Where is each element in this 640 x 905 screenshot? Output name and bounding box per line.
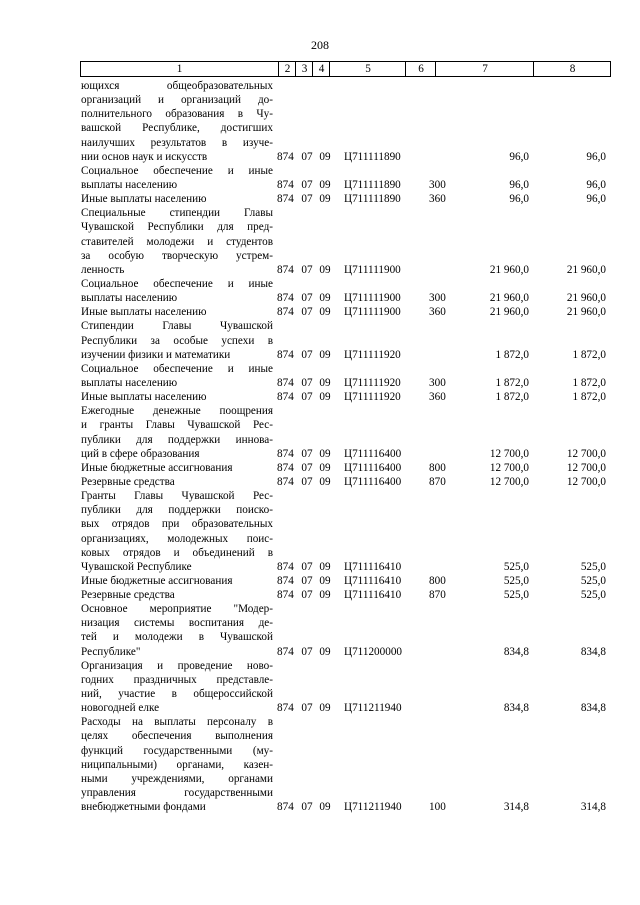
expense-type: 300 xyxy=(429,376,446,389)
target-article: Ц711111890 xyxy=(344,150,401,163)
ministry-code: 874 xyxy=(277,560,294,573)
row-description xyxy=(81,588,273,602)
subsection-code: 09 xyxy=(319,178,331,191)
ministry-code: 874 xyxy=(277,292,294,305)
description-line: Специальные стипендии Главы xyxy=(81,207,273,220)
table-row xyxy=(0,602,640,659)
subsection-code: 09 xyxy=(319,574,331,587)
description-line: Республике" xyxy=(81,645,141,658)
description-line: целях обеспечения выполнения xyxy=(81,730,273,743)
row-description xyxy=(81,79,273,164)
table-row xyxy=(0,79,640,164)
target-article: Ц711116400 xyxy=(344,475,402,488)
section-code: 07 xyxy=(301,263,313,276)
subsection-code: 09 xyxy=(319,589,331,602)
row-description xyxy=(81,206,273,277)
description-line: внебюджетными фондами xyxy=(81,801,206,814)
amount-year-1: 1 872,0 xyxy=(495,391,529,404)
amount-year-1: 1 872,0 xyxy=(495,348,529,361)
table-row xyxy=(0,206,640,277)
target-article: Ц711111900 xyxy=(344,306,401,319)
row-description xyxy=(81,475,273,489)
description-line: ций в сфере образования xyxy=(81,447,200,460)
amount-year-1: 834,8 xyxy=(503,645,529,658)
description-line: функций государственными (му- xyxy=(81,744,273,757)
table-row xyxy=(0,277,640,305)
subsection-code: 09 xyxy=(319,292,331,305)
description-line: Чувашской Республике xyxy=(81,560,192,573)
description-line: вашской Республике, достигших xyxy=(81,122,273,135)
description-line: Организация и проведение ново- xyxy=(81,659,273,672)
table-row xyxy=(0,489,640,574)
subsection-code: 09 xyxy=(319,376,331,389)
target-article: Ц711111920 xyxy=(344,391,401,404)
header-col-4: 4 xyxy=(312,62,330,76)
target-article: Ц711116400 xyxy=(344,447,402,460)
amount-year-2: 12 700,0 xyxy=(566,461,606,474)
expense-type: 360 xyxy=(429,391,446,404)
subsection-code: 09 xyxy=(319,348,331,361)
description-line: Иные бюджетные ассигнования xyxy=(81,574,233,587)
amount-year-2: 525,0 xyxy=(580,574,606,587)
description-line: Иные выплаты населению xyxy=(81,193,207,206)
target-article: Ц711111920 xyxy=(344,348,401,361)
section-code: 07 xyxy=(301,801,313,814)
description-line: ными учреждениями, органами xyxy=(81,772,273,785)
target-article: Ц711116410 xyxy=(344,560,402,573)
description-line: полнительного образования в Чу- xyxy=(81,108,273,121)
row-description xyxy=(81,390,273,404)
description-line: ковых отрядов и объединений в xyxy=(81,546,273,559)
amount-year-1: 525,0 xyxy=(503,574,529,587)
amount-year-2: 525,0 xyxy=(580,560,606,573)
description-line: за особую творческую устрем- xyxy=(81,249,273,262)
description-line: Гранты Главы Чувашской Рес- xyxy=(81,490,273,503)
ministry-code: 874 xyxy=(277,306,294,319)
ministry-code: 874 xyxy=(277,801,294,814)
description-line: наилучших результатов в изуче- xyxy=(81,136,273,149)
amount-year-2: 1 872,0 xyxy=(572,348,606,361)
description-line: ленность xyxy=(81,263,125,276)
description-line: Резервные средства xyxy=(81,589,175,602)
header-col-2: 2 xyxy=(278,62,296,76)
description-line: Социальное обеспечение и иные xyxy=(81,362,273,375)
expense-type: 300 xyxy=(429,292,446,305)
amount-year-2: 21 960,0 xyxy=(566,306,606,319)
table-row xyxy=(0,164,640,192)
amount-year-1: 12 700,0 xyxy=(489,447,529,460)
description-line: Ежегодные денежные поощрения xyxy=(81,405,273,418)
section-code: 07 xyxy=(301,178,313,191)
amount-year-1: 1 872,0 xyxy=(495,376,529,389)
page-number: 208 xyxy=(311,38,329,52)
row-description xyxy=(81,461,273,475)
table-row xyxy=(0,588,640,602)
ministry-code: 874 xyxy=(277,391,294,404)
amount-year-2: 12 700,0 xyxy=(566,447,606,460)
amount-year-2: 21 960,0 xyxy=(566,292,606,305)
subsection-code: 09 xyxy=(319,702,331,715)
section-code: 07 xyxy=(301,560,313,573)
header-col-1: 1 xyxy=(176,63,183,75)
row-description xyxy=(81,192,273,206)
amount-year-2: 834,8 xyxy=(580,645,606,658)
target-article: Ц711111900 xyxy=(344,292,401,305)
description-line: выплаты населению xyxy=(81,292,178,305)
description-line: управления государственными xyxy=(81,787,273,800)
expense-type: 300 xyxy=(429,178,446,191)
table-row xyxy=(0,461,640,475)
description-line: Иные выплаты населению xyxy=(81,306,207,319)
description-line: Социальное обеспечение и иные xyxy=(81,164,273,177)
expense-type: 100 xyxy=(429,801,446,814)
description-line: публики для поддержки поиско- xyxy=(81,504,273,517)
section-code: 07 xyxy=(301,461,313,474)
subsection-code: 09 xyxy=(319,150,331,163)
amount-year-2: 834,8 xyxy=(580,702,606,715)
description-line: годних праздничных представле- xyxy=(81,673,273,686)
amount-year-2: 96,0 xyxy=(586,150,606,163)
description-line: Резервные средства xyxy=(81,475,175,488)
target-article: Ц711211940 xyxy=(344,702,402,715)
expense-type: 800 xyxy=(429,574,446,587)
section-code: 07 xyxy=(301,306,313,319)
section-code: 07 xyxy=(301,391,313,404)
subsection-code: 09 xyxy=(319,560,331,573)
row-description xyxy=(81,164,273,192)
amount-year-1: 96,0 xyxy=(509,193,529,206)
description-line: организациях, молодежных поис- xyxy=(81,532,273,545)
row-description xyxy=(81,602,273,659)
ministry-code: 874 xyxy=(277,178,294,191)
row-description xyxy=(81,404,273,461)
description-line: Расходы на выплаты персоналу в xyxy=(81,716,273,729)
ministry-code: 874 xyxy=(277,447,294,460)
description-line: Иные выплаты населению xyxy=(81,391,207,404)
amount-year-2: 1 872,0 xyxy=(572,376,606,389)
table-row xyxy=(0,192,640,206)
ministry-code: 874 xyxy=(277,348,294,361)
amount-year-1: 834,8 xyxy=(503,702,529,715)
section-code: 07 xyxy=(301,193,313,206)
table-row xyxy=(0,715,640,814)
subsection-code: 09 xyxy=(319,263,331,276)
row-description xyxy=(81,319,273,361)
description-line: Социальное обеспечение и иные xyxy=(81,277,273,290)
ministry-code: 874 xyxy=(277,263,294,276)
amount-year-2: 21 960,0 xyxy=(566,263,606,276)
description-line: и гранты Главы Чувашской Рес- xyxy=(81,419,273,432)
description-line: организаций и организаций до- xyxy=(81,94,273,107)
description-line: Стипендии Главы Чувашской xyxy=(81,320,273,333)
amount-year-1: 96,0 xyxy=(509,178,529,191)
target-article: Ц711116400 xyxy=(344,461,402,474)
amount-year-2: 96,0 xyxy=(586,193,606,206)
header-col-8: 8 xyxy=(533,62,611,76)
description-line: новогодней елке xyxy=(81,702,160,715)
amount-year-2: 314,8 xyxy=(580,801,606,814)
table-row xyxy=(0,362,640,390)
amount-year-1: 525,0 xyxy=(503,560,529,573)
description-line: тей и молодежи в Чувашской xyxy=(81,631,273,644)
section-code: 07 xyxy=(301,292,313,305)
table-row xyxy=(0,574,640,588)
section-code: 07 xyxy=(301,150,313,163)
ministry-code: 874 xyxy=(277,589,294,602)
table-row xyxy=(0,404,640,461)
description-line: ний, участие в общероссийской xyxy=(81,688,273,701)
row-description xyxy=(81,489,273,574)
amount-year-1: 314,8 xyxy=(503,801,529,814)
description-line: ниципальными) органами, казен- xyxy=(81,758,273,771)
row-description xyxy=(81,574,273,588)
table-row xyxy=(0,305,640,319)
ministry-code: 874 xyxy=(277,645,294,658)
description-line: выплаты населению xyxy=(81,178,178,191)
amount-year-1: 12 700,0 xyxy=(489,461,529,474)
section-code: 07 xyxy=(301,348,313,361)
table-row xyxy=(0,659,640,716)
expense-type: 360 xyxy=(429,193,446,206)
amount-year-2: 1 872,0 xyxy=(572,391,606,404)
amount-year-1: 21 960,0 xyxy=(489,263,529,276)
header-col-5: 5 xyxy=(329,62,406,76)
subsection-code: 09 xyxy=(319,391,331,404)
expense-type: 800 xyxy=(429,461,446,474)
row-description xyxy=(81,277,273,305)
target-article: Ц711111920 xyxy=(344,376,401,389)
amount-year-1: 21 960,0 xyxy=(489,292,529,305)
ministry-code: 874 xyxy=(277,461,294,474)
amount-year-1: 21 960,0 xyxy=(489,306,529,319)
expense-type: 870 xyxy=(429,475,446,488)
description-line: ющихся общеобразовательных xyxy=(81,80,273,92)
header-col-3: 3 xyxy=(295,62,313,76)
section-code: 07 xyxy=(301,702,313,715)
subsection-code: 09 xyxy=(319,447,331,460)
row-description xyxy=(81,659,273,716)
section-code: 07 xyxy=(301,447,313,460)
subsection-code: 09 xyxy=(319,461,331,474)
target-article: Ц711116410 xyxy=(344,574,402,587)
subsection-code: 09 xyxy=(319,645,331,658)
subsection-code: 09 xyxy=(319,475,331,488)
target-article: Ц711111890 xyxy=(344,178,401,191)
ministry-code: 874 xyxy=(277,193,294,206)
description-line: нии основ наук и искусств xyxy=(81,150,208,163)
ministry-code: 874 xyxy=(277,574,294,587)
ministry-code: 874 xyxy=(277,475,294,488)
description-line: Иные бюджетные ассигнования xyxy=(81,461,233,474)
subsection-code: 09 xyxy=(319,801,331,814)
table-body xyxy=(0,79,640,814)
section-code: 07 xyxy=(301,475,313,488)
target-article: Ц711111900 xyxy=(344,263,401,276)
description-line: Республики за особые успехи в xyxy=(81,334,273,347)
row-description xyxy=(81,715,273,814)
ministry-code: 874 xyxy=(277,376,294,389)
amount-year-2: 12 700,0 xyxy=(566,475,606,488)
description-line: низация системы воспитания де- xyxy=(81,617,273,630)
row-description xyxy=(81,305,273,319)
section-code: 07 xyxy=(301,645,313,658)
subsection-code: 09 xyxy=(319,306,331,319)
subsection-code: 09 xyxy=(319,193,331,206)
table-header xyxy=(80,61,611,77)
description-line: ставителей молодежи и студентов xyxy=(81,235,273,248)
ministry-code: 874 xyxy=(277,702,294,715)
section-code: 07 xyxy=(301,376,313,389)
target-article: Ц711111890 xyxy=(344,193,401,206)
description-line: Чувашской Республики для пред- xyxy=(81,221,273,234)
amount-year-1: 96,0 xyxy=(509,150,529,163)
ministry-code: 874 xyxy=(277,150,294,163)
target-article: Ц711116410 xyxy=(344,589,402,602)
description-line: вых отрядов при образовательных xyxy=(81,518,273,531)
row-description xyxy=(81,362,273,390)
target-article: Ц711211940 xyxy=(344,801,402,814)
description-line: выплаты населению xyxy=(81,376,178,389)
description-line: публики для поддержки иннова- xyxy=(81,433,273,446)
header-col-6: 6 xyxy=(405,62,436,76)
header-col-7: 7 xyxy=(435,62,534,76)
amount-year-1: 525,0 xyxy=(503,589,529,602)
expense-type: 870 xyxy=(429,589,446,602)
section-code: 07 xyxy=(301,574,313,587)
description-line: Основное мероприятие "Модер- xyxy=(81,603,273,616)
amount-year-2: 96,0 xyxy=(586,178,606,191)
amount-year-2: 525,0 xyxy=(580,589,606,602)
expense-type: 360 xyxy=(429,306,446,319)
section-code: 07 xyxy=(301,589,313,602)
amount-year-1: 12 700,0 xyxy=(489,475,529,488)
target-article: Ц711200000 xyxy=(344,645,403,658)
table-row xyxy=(0,319,640,361)
description-line: изучении физики и математики xyxy=(81,348,231,361)
table-row xyxy=(0,390,640,404)
table-row xyxy=(0,475,640,489)
